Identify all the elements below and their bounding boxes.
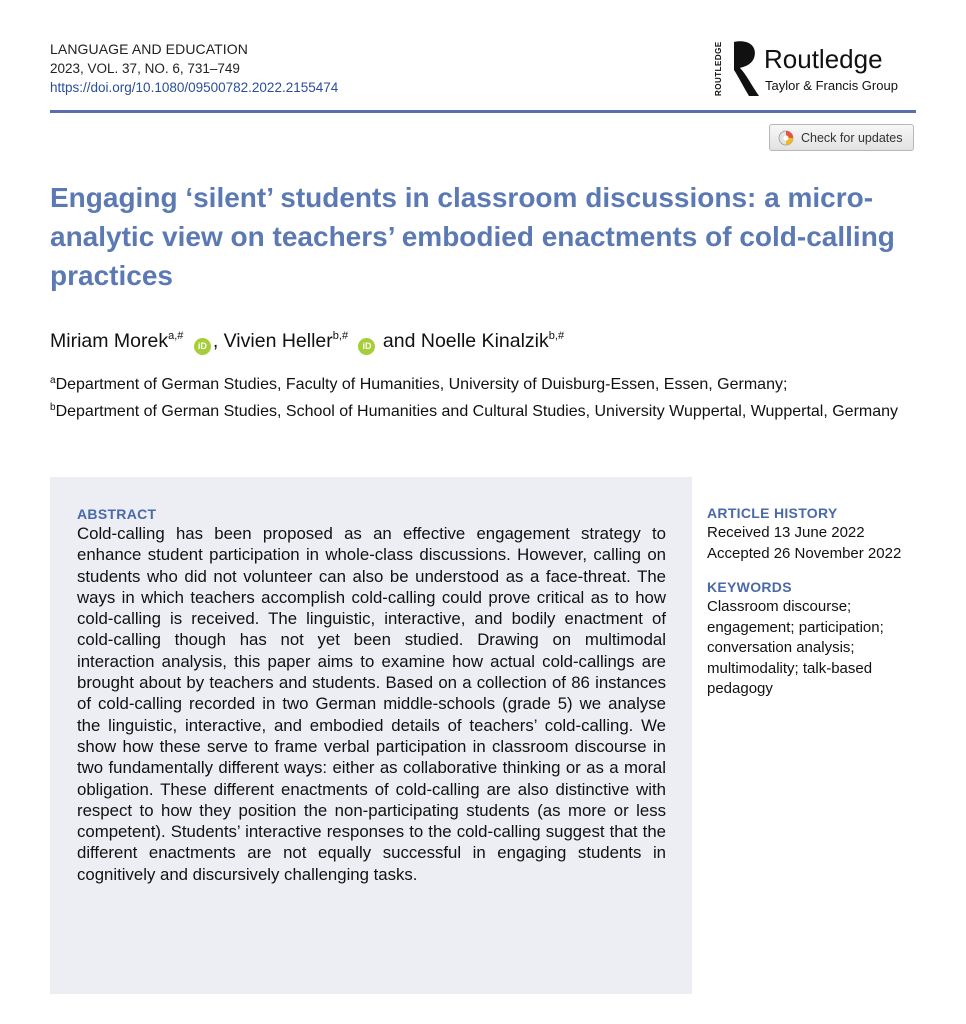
abstract-heading: ABSTRACT [77,506,157,522]
check-updates-label: Check for updates [801,130,903,145]
publisher-name: Routledge [764,44,883,74]
publisher-group: Taylor & Francis Group [765,78,898,93]
keywords-text: Classroom discourse; engagement; participation; conversation analysis; multimodality; talk-based pedagogy [707,598,884,697]
crossmark-icon [778,130,794,146]
received-date: Received 13 June 2022 [707,524,865,541]
publisher-logo [714,40,924,102]
accepted-date: Accepted 26 November 2022 [707,544,902,562]
author-affil-marker: a,# [168,330,184,342]
author-affil-marker: b,# [548,330,565,342]
author-name: Vivien Heller [223,330,333,352]
abstract-box [50,477,692,994]
article-sidebar [707,504,922,700]
affil-marker: b [50,402,56,413]
publisher-vertical-text: ROUTLEDGE [714,41,723,97]
author-name: Noelle Kinalzik [420,330,549,352]
orcid-icon[interactable]: iD [358,338,375,355]
author-affil-marker: b,# [332,330,349,342]
affil-marker: a [50,375,56,386]
header-rule [50,110,916,113]
doi-link[interactable]: https://doi.org/10.1080/09500782.2022.2155474 [50,80,339,95]
volume-line: 2023, VOL. 37, NO. 6, 731–749 [50,61,240,76]
affiliation-text: Department of German Studies, School of Humanities and Cultural Studies, University Wuppertal, Wuppertal, Germany [55,403,899,420]
author-name: Miriam Morek [50,330,169,352]
article-title: Engaging ‘silent’ students in classroom discussions: a micro-analytic view on teachers’ embodied enactments of cold-calling practices [50,182,895,291]
affiliation-text: Department of German Studies, Faculty of Humanities, University of Duisburg-Essen, Essen, Germany; [55,376,788,393]
abstract-text: Cold-calling has been proposed as an effective engagement strategy to enhance student participation in whole-class discussions. However, calling on students who did not volunteer can also be understood as a face-threat. The ways in which teachers accomplish cold-calling could prove critical as to how cold-calling is received. The linguistic, interactive, and bodily enactment of cold-calling though has not yet been studied. Drawing on multimodal interaction analysis, this paper aims to examine how actual cold-callings are brought about by teachers and students. Based on a collection of 86 instances of cold-calling recorded in two German middle-schools (grade 5) we analyse the linguistic, interactive, and embodied details of teachers’ cold-calling. We show how these serve to frame verbal participation in classroom discourse in two fundamentally different ways: either as collaborative thinking or as a moral obligation. These different enactments of cold-calling are also distinctive with respect to how they position the non-participating students (as more or less competent). Students’ interactive responses to the cold-calling suggest that the different enactments are not equally successful in engaging students in cognitively and discursively challenging tasks. [77,524,666,884]
journal-name: LANGUAGE AND EDUCATION [50,41,248,57]
history-heading: ARTICLE HISTORY [707,505,838,521]
keywords-heading: KEYWORDS [707,579,792,595]
check-updates-button[interactable] [769,124,914,151]
journal-info [50,40,338,97]
orcid-icon[interactable]: iD [194,338,211,355]
affiliations [50,369,916,423]
author-separator: and [377,330,421,352]
author-separator: , [212,330,224,352]
routledge-emblem-icon [728,40,762,98]
author-list [50,322,564,355]
